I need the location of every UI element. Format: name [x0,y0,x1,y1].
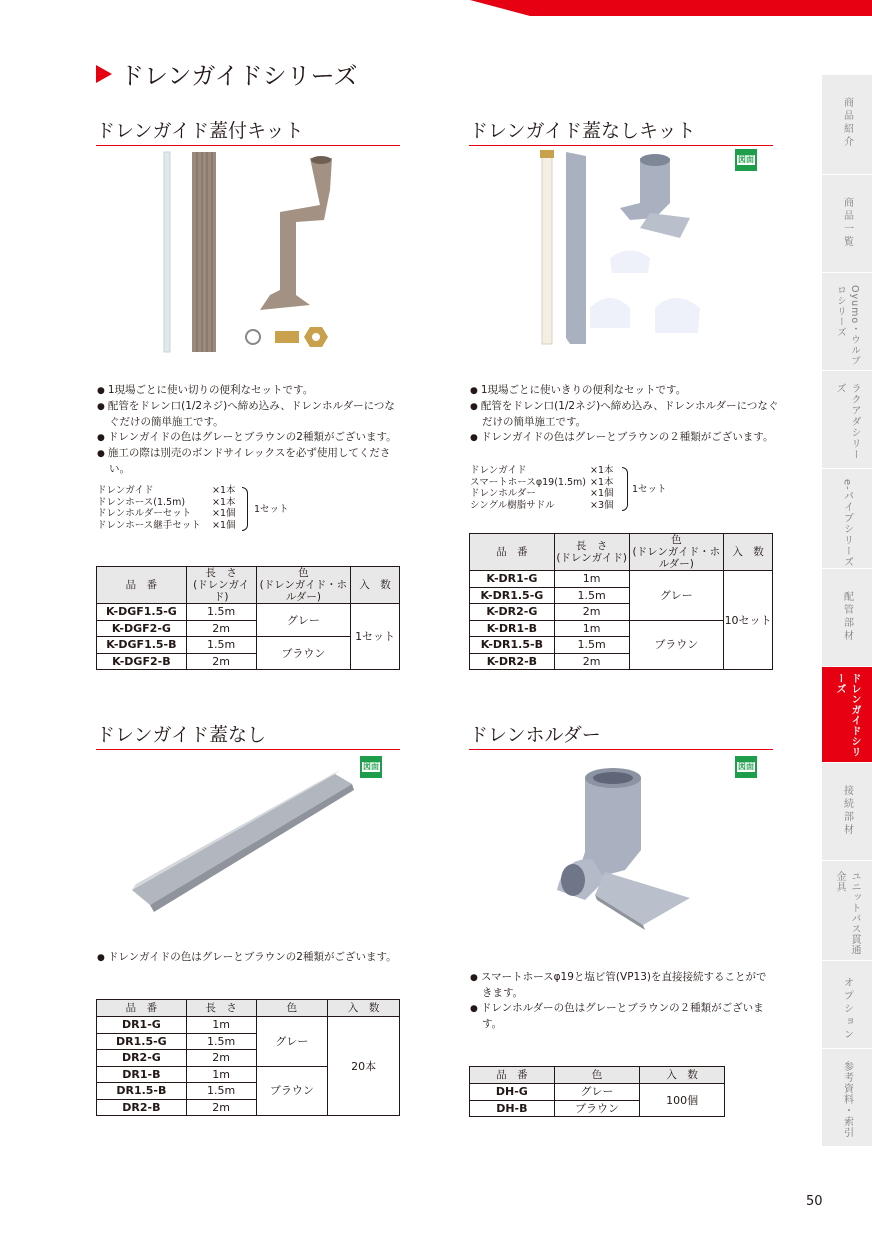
sidebar-item-piping[interactable]: 配管部材 [822,568,872,666]
table-row: K-DR1.5-B 1.5m [470,637,773,654]
table-row: K-DGF2-G 2m [97,620,400,637]
sidebar-item-option[interactable]: オプション [822,960,872,1048]
table-row: K-DR1.5-G 1.5m [470,587,773,604]
table-row: DR1.5-G 1.5m [97,1033,400,1050]
table-row: DR2-G 2m [97,1050,400,1067]
kit-contents-lid: ドレンガイド ×1本 ドレンホース(1.5m) ×1本 ドレンホルダーセット ×1個 ドレンホース継手セット ×1個 1セット [97,485,289,531]
drawing-badge[interactable]: 図面 [735,756,757,778]
table-row: DH-B ブラウン [470,1100,725,1117]
sidebar-item-oyumo[interactable]: Oyumo・ウルプロシリーズ [822,272,872,370]
sidebar-item-list[interactable]: 商品一覧 [822,174,872,272]
kit-contents-nolid: ドレンガイド ×1本 スマートホースφ19(1.5m) ×1本 ドレンホルダー ×1個 シングル樹脂サドル ×3個 1セット [470,465,667,511]
table-row: K-DGF2-B 2m [97,653,400,670]
section-title-holder: ドレンホルダー [469,720,773,750]
sidebar-item-drain-guide[interactable]: ドレンガイドシリーズ [822,666,872,762]
sidebar-item-unitbath[interactable]: ユニットバス貫通金具 [822,860,872,960]
bullets-kit-lid: ● 1現場ごとに使い切りの便利なセットです。 ● 配管をドレン口(1/2ネジ)へ締め込み、ドレンホルダーにつなぐだけの簡単施工です。 ● ドレンガイドの色はグレーとブラウンの2種類がございます。 ● 施工の際は別売のボンドサイレックスを必ず使用してください。 [97,383,405,477]
page-number: 50 [806,1194,823,1209]
table-row: K-DR1-G 1m グレー 10セット [470,571,773,588]
table-row: DR1.5-B 1.5m [97,1083,400,1100]
product-image-guide-nolid [130,760,355,920]
top-accent-band [470,0,872,16]
sidebar-item-connection[interactable]: 接続部材 [822,762,872,860]
page-title: ドレンガイドシリーズ [96,56,357,91]
bullets-kit-nolid: ● 1現場ごとに使いきりの便利なセットです。 ● 配管をドレン口(1/2ネジ)へ締め込み、ドレンホルダーにつなぐだけの簡単施工です。 ● ドレンガイドの色はグレーとブラウンの２種類がございます。 [470,383,780,446]
spec-table-kit-lid: 品 番 長 さ (ドレンガイド) 色 (ドレンガイド・ホルダー) 入 数 K-DGF1.5-G 1.5m グレー 1セット K-DGF2-G 2m K-DGF1.5-B 1.5m ブラウン K-DGF2-B 2m [96,566,400,670]
section-title-guide-nolid: ドレンガイド蓋なし [96,720,400,750]
drawing-badge[interactable]: 図面 [735,149,757,171]
table-row: K-DR1-B 1m ブラウン [470,620,773,637]
sidebar-item-rakuada[interactable]: ラクアダシリーズ [822,370,872,468]
table-row: K-DGF1.5-B 1.5m ブラウン [97,637,400,654]
section-title-kit-lid: ドレンガイド蓋付キット [96,116,400,146]
sidebar-nav [822,74,872,1146]
table-row: K-DGF1.5-G 1.5m グレー 1セット [97,604,400,621]
bullets-guide-nolid: ● ドレンガイドの色はグレーとブラウンの2種類がございます。 [97,950,407,966]
table-row: DR2-B 2m [97,1099,400,1116]
sidebar-item-intro[interactable]: 商品紹介 [822,74,872,174]
spec-table-holder: 品 番 色 入 数 DH-G グレー 100個 DH-B ブラウン [469,1066,725,1117]
sidebar-item-epipe[interactable]: e-パイプシリーズ [822,468,872,568]
section-title-kit-nolid: ドレンガイド蓋なしキット [469,116,773,146]
sidebar-item-reference[interactable]: 参考資料・索引 [822,1048,872,1146]
product-image-kit-lid [150,150,350,360]
spec-table-guide-nolid: 品 番 長 さ 色 入 数 DR1-G 1m グレー 20本 DR1.5-G 1.5m DR2-G 2m DR1-B 1m ブラウン DR1.5-B 1.5m DR2-B 2m [96,999,400,1116]
table-row: DH-G グレー 100個 [470,1084,725,1101]
table-row: DR1-G 1m グレー 20本 [97,1017,400,1034]
table-row: DR1-B 1m ブラウン [97,1066,400,1083]
table-row: K-DR2-B 2m [470,653,773,670]
triangle-marker-icon [96,65,112,83]
spec-table-kit-nolid: 品 番 長 さ (ドレンガイド) 色 (ドレンガイド・ホルダー) 入 数 K-DR1-G 1m グレー 10セット K-DR1.5-G 1.5m K-DR2-G 2m K-DR1-B 1m ブラウン K-DR1.5-B 1.5m K-DR2-B 2m [469,533,773,670]
drawing-badge[interactable]: 図面 [360,756,382,778]
bullets-holder: ● スマートホースφ19と塩ビ管(VP13)を直接接続することができます。 ● ドレンホルダーの色はグレーとブラウンの２種類がございます。 [470,970,775,1032]
product-image-kit-nolid [530,148,720,348]
product-image-holder [545,760,695,935]
table-row: K-DR2-G 2m [470,604,773,621]
